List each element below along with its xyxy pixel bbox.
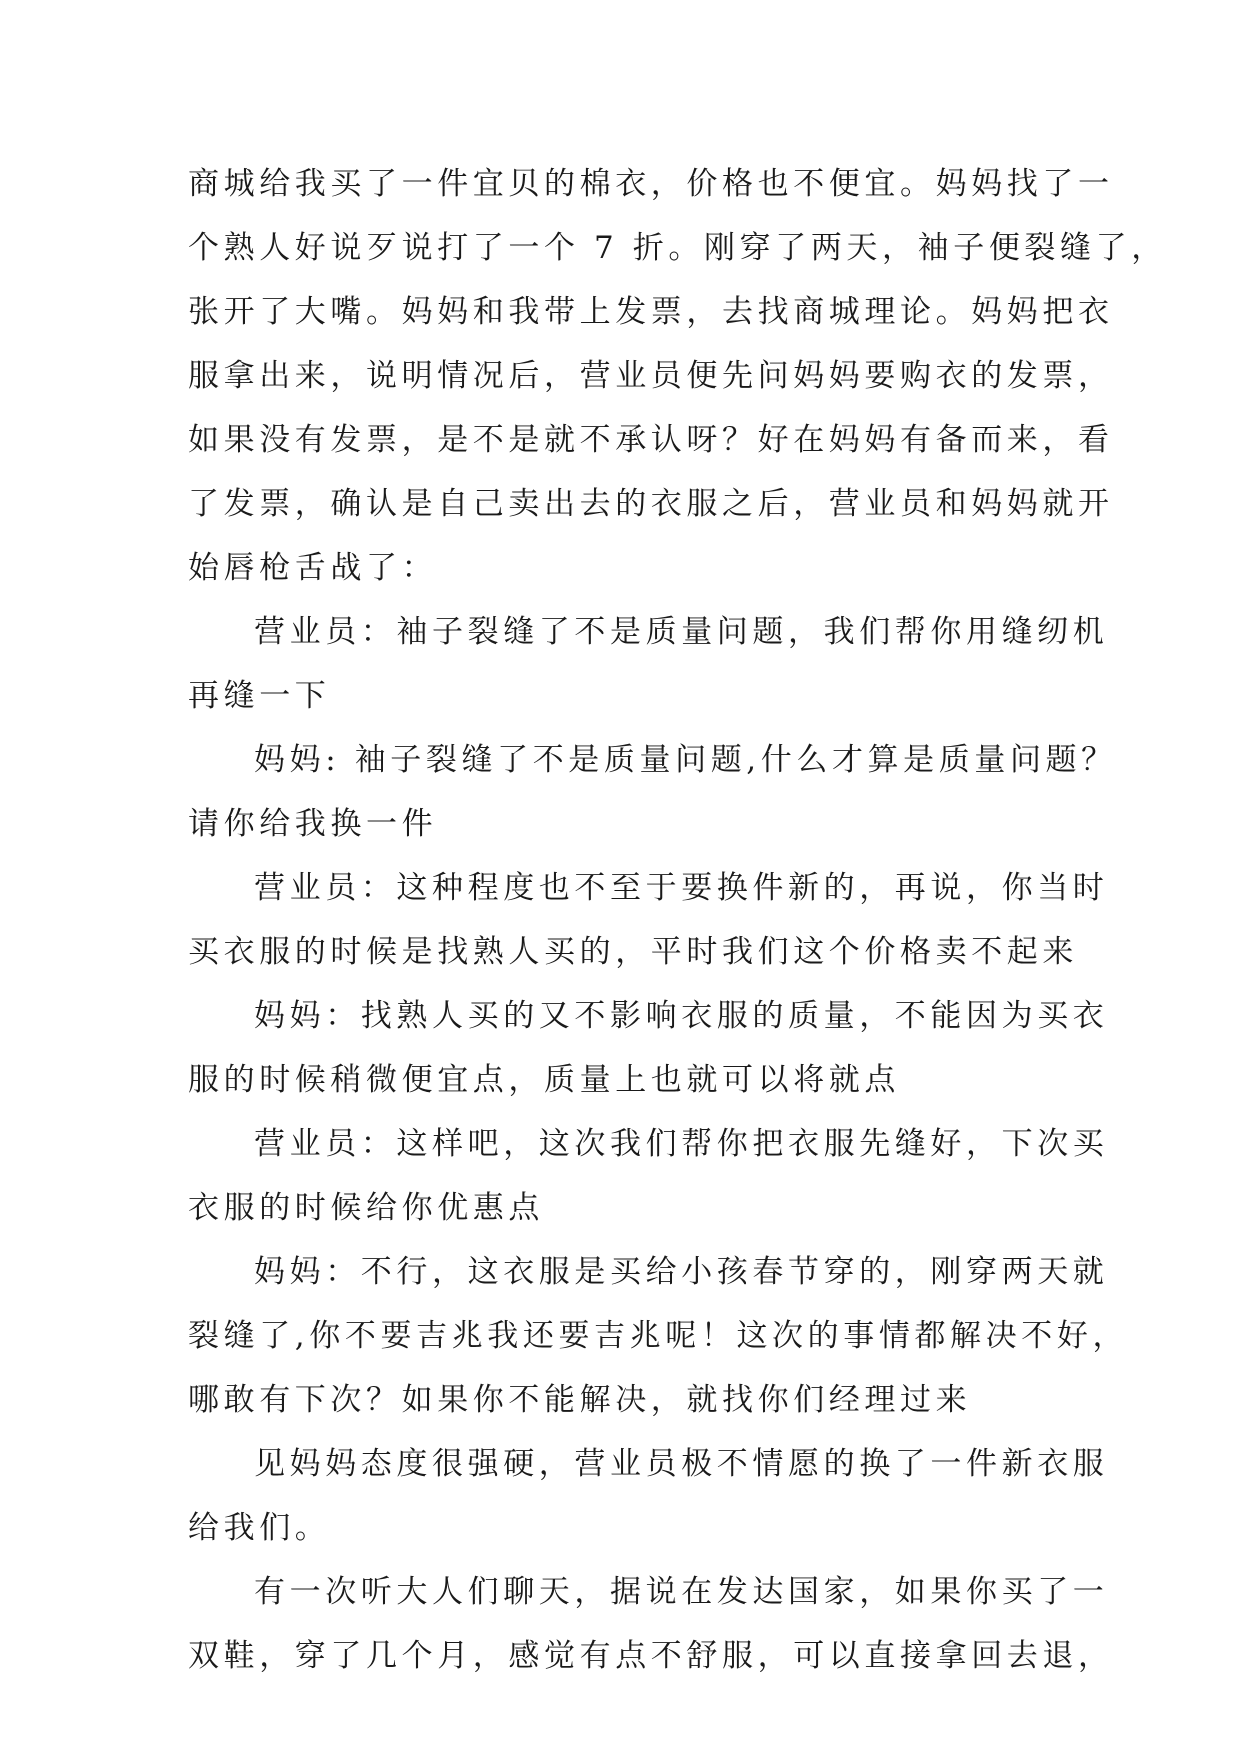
text-line: 了发票，确认是自己卖出去的衣服之后，营业员和妈妈就开 bbox=[188, 486, 1114, 522]
text-line: 服的时候稍微便宜点，质量上也就可以将就点 bbox=[188, 1062, 900, 1098]
text-line: 双鞋，穿了几个月，感觉有点不舒服，可以直接拿回去退， bbox=[188, 1638, 1114, 1674]
text-line: 个熟人好说歹说打了一个 7 折。刚穿了两天，袖子便裂缝了， bbox=[188, 230, 1167, 266]
dialogue-line: 营业员：袖子裂缝了不是质量问题，我们帮你用缝纫机 bbox=[254, 614, 1109, 650]
text-line: 哪敢有下次？如果你不能解决，就找你们经理过来 bbox=[188, 1382, 972, 1418]
dialogue-line: 营业员：这样吧，这次我们帮你把衣服先缝好，下次买 bbox=[254, 1126, 1109, 1162]
text-line: 给我们。 bbox=[188, 1510, 331, 1546]
text-line: 张开了大嘴。妈妈和我带上发票，去找商城理论。妈妈把衣 bbox=[188, 294, 1114, 330]
paragraph-line: 见妈妈态度很强硬，营业员极不情愿的换了一件新衣服 bbox=[254, 1446, 1109, 1482]
dialogue-line: 营业员：这种程度也不至于要换件新的，再说，你当时 bbox=[254, 870, 1109, 906]
text-line: 请你给我换一件 bbox=[188, 806, 438, 842]
text-line: 如果没有发票，是不是就不承认呀？好在妈妈有备而来，看 bbox=[188, 422, 1114, 458]
text-line: 服拿出来，说明情况后，营业员便先问妈妈要购衣的发票， bbox=[188, 358, 1114, 394]
text-line: 再缝一下 bbox=[188, 678, 331, 714]
text-line: 衣服的时候给你优惠点 bbox=[188, 1190, 544, 1226]
dialogue-line: 妈妈: 袖子裂缝了不是质量问题,什么才算是质量问题？ bbox=[254, 742, 1117, 778]
paragraph-line: 有一次听大人们聊天，据说在发达国家，如果你买了一 bbox=[254, 1574, 1109, 1610]
dialogue-line: 妈妈：找熟人买的又不影响衣服的质量，不能因为买衣 bbox=[254, 998, 1109, 1034]
text-line: 始唇枪舌战了： bbox=[188, 550, 438, 586]
text-line: 买衣服的时候是找熟人买的，平时我们这个价格卖不起来 bbox=[188, 934, 1078, 970]
text-line: 裂缝了,你不要吉兆我还要吉兆呢！这次的事情都解决不好， bbox=[188, 1318, 1129, 1354]
dialogue-line: 妈妈：不行，这衣服是买给小孩春节穿的，刚穿两天就 bbox=[254, 1254, 1109, 1290]
text-line: 商城给我买了一件宜贝的棉衣，价格也不便宜。妈妈找了一 bbox=[188, 166, 1114, 202]
body-text bbox=[188, 152, 1167, 1688]
